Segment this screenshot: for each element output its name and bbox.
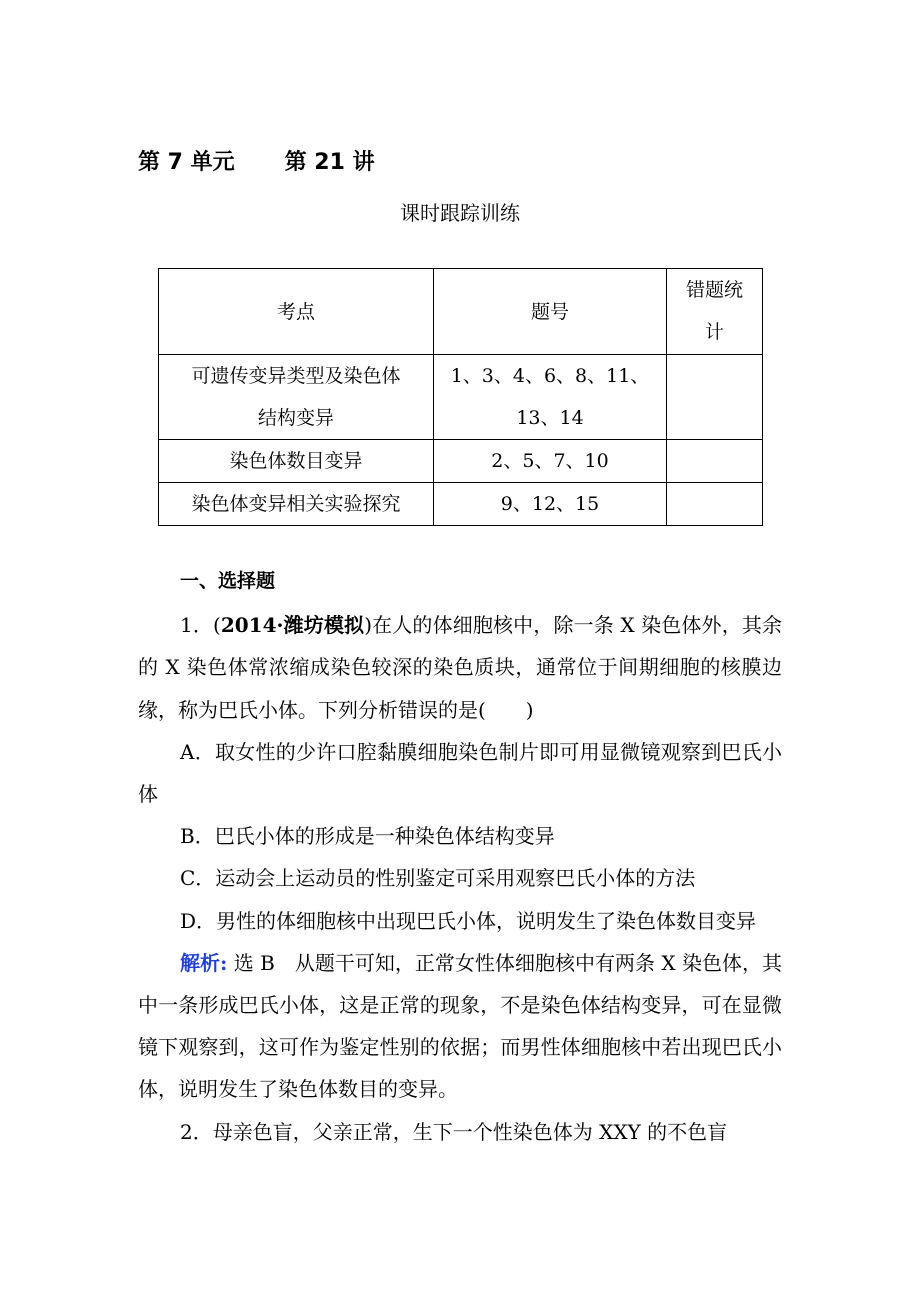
topic-table [158,268,763,526]
table-row [159,355,763,440]
question-1-stem [138,604,782,731]
q1-option-a: A．取女性的少许口腔黏膜细胞染色制片即可用显微镜观察到巴氏小体 [138,739,782,807]
header-topic: 考点 [159,269,434,355]
question-body [138,560,782,1153]
header-errors-line1: 错题统 [685,279,743,301]
page-subtitle: 课时跟踪训练 [400,201,520,225]
table-row [159,483,763,526]
row-numbers-line: 1、3、4、6、8、11、 [450,365,650,387]
header-errors-line2: 计 [704,321,724,343]
q1-analysis [138,942,782,1111]
row-numbers [434,355,667,440]
table-row [159,440,763,483]
header-numbers: 题号 [434,269,667,355]
analysis-label: 解析: [180,950,228,975]
q1-number: 1．( [180,613,221,638]
analysis-text: 选 B 从题干可知，正常女性体细胞核中有两条 X 染色体，其中一条形成巴氏小体，这是正常的现象，不是染色体结构变异，可在显微镜下观察到，这可作为鉴定性别的依据；而男性体细胞核中若出现巴氏小体，说明发生了染色体数目的变异。 [138,950,782,1102]
header-errors [667,269,763,355]
row-topic-line: 可遗传变异类型及染色体 [191,365,401,387]
row-topic [159,355,434,440]
q1-source: 2014·潍坊模拟 [220,613,365,638]
row-numbers: 9、12、15 [434,483,667,526]
q1-option-b: B．巴氏小体的形成是一种染色体结构变异 [180,824,555,849]
section-title: 一、选择题 [180,570,276,592]
row-numbers-line: 13、14 [516,407,584,429]
lecture-label: 第 21 讲 [284,150,375,175]
row-topic-line: 结构变异 [257,407,334,429]
unit-title [138,145,375,176]
q1-option-d: D．男性的体细胞核中出现巴氏小体，说明发生了染色体数目变异 [180,908,757,933]
table-header-row [159,269,763,355]
row-errors [667,440,763,483]
row-topic: 染色体变异相关实验探究 [159,483,434,526]
row-topic: 染色体数目变异 [159,440,434,483]
q1-stem-text: )在人的体细胞核中，除一条 X 染色体外，其余的 X 染色体常浓缩成染色较深的染色质块，通常位于间期细胞的核膜边缘，称为巴氏小体。下列分析错误的是( ) [138,613,782,722]
row-errors [667,355,763,440]
question-2-stem: 2．母亲色盲，父亲正常，生下一个性染色体为 XXY 的不色盲 [180,1119,728,1144]
row-errors [667,483,763,526]
row-numbers: 2、5、7、10 [434,440,667,483]
unit-label: 第 7 单元 [138,150,235,175]
q1-option-c: C．运动会上运动员的性别鉴定可采用观察巴氏小体的方法 [180,866,696,891]
